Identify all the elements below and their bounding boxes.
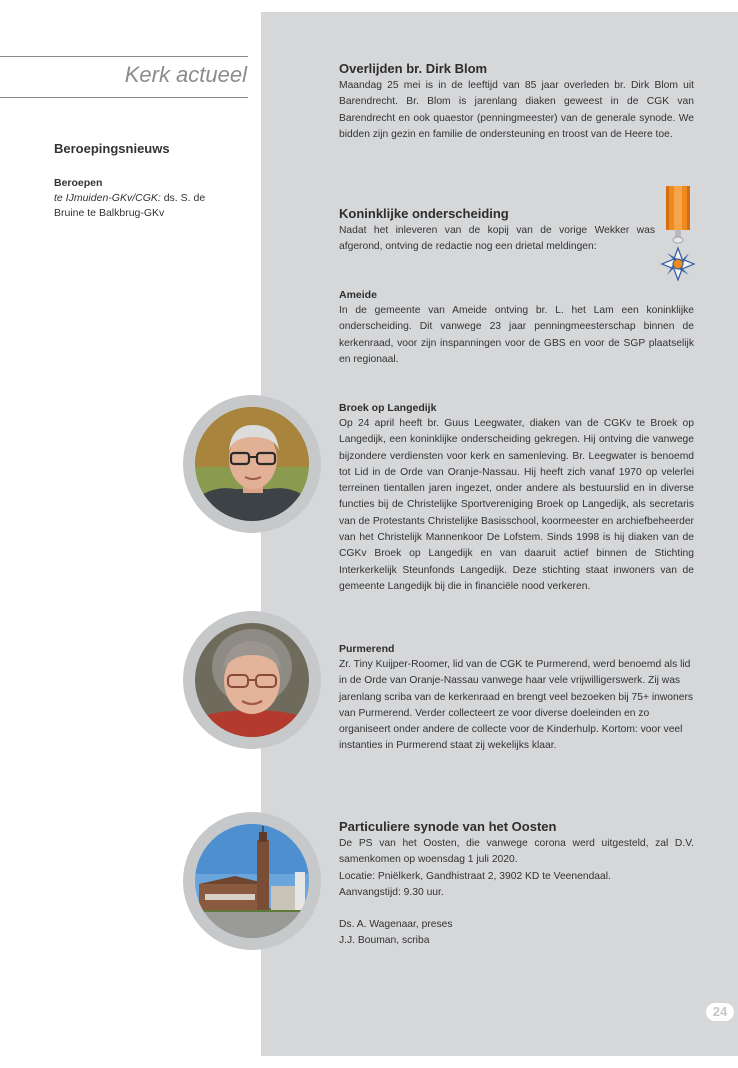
page-number: 24 [706, 1003, 734, 1021]
portrait-man-image [195, 407, 309, 521]
photo-pnielkerk [183, 812, 321, 950]
article-broek-op-langedijk [339, 402, 694, 595]
article-body: Op 24 april heeft br. Guus Leegwater, diaken van de CGKv te Broek op Langedijk, een koninklijke onderscheiding gekregen. Hij ontving die vanwege bijzondere verdiensten voor kerk en samenleving. Br. Leegwater is benoemd tot Lid in de Orde van Oranje-Nassau. Hij heeft zich vanaf 1970 op velerlei terreinen tientallen jaren ingezet, onder andere als bestuurslid en in diverse functies bij de Christelijke Sportvereniging Broek op Langedijk, als secretaris van de Protestants Christelijke Basisschool, koormeester en archiefbeheerder van het Christelijk Mannenkoor De Lofstem. Sinds 1998 is hij diaken van de CGKv Broek op Langedijk en van daaruit actief binnen de Stichting Interkerkelijk Steunfonds Langedijk. Deze stichting staat inwoners van de gemeente Langedijk bij die in financiële nood verkeren. [339, 418, 694, 592]
article-title: Broek op Langedijk [339, 402, 437, 414]
article-purmerend [339, 643, 694, 755]
beroepingsnieuws-heading: Beroepingsnieuws [54, 141, 170, 156]
article-title: Purmerend [339, 643, 395, 655]
article-body: Nadat het inleveren van de kopij van de vorige Wekker was afgerond, ontving de redactie nog een drietal meldingen: [339, 225, 655, 253]
article-body: Maandag 25 mei is in de leeftijd van 85 jaar overleden br. Dirk Blom uit Barendrecht. Br. Blom is jarenlang diaken geweest in de CGK van Barendrecht en ook quaestor (penningmeester) van de generale synode. We bidden zijn gezin en familie de ondersteuning en troost van de Heere toe. [339, 80, 694, 140]
article-title: Koninklijke onderscheiding [339, 206, 509, 221]
header-rule-top [0, 56, 248, 57]
article-ameide [339, 289, 694, 368]
article-koninklijke-onderscheiding [339, 206, 655, 256]
header-rule-bottom [0, 97, 248, 98]
call-text: ds. S. de Bruine te Balkbrug-GKv [54, 192, 206, 219]
article-particuliere-synode [339, 819, 694, 950]
signature-scriba: J.J. Bouman, scriba [339, 935, 430, 947]
church-image [195, 824, 309, 938]
beroepen-text [54, 191, 234, 221]
article-title: Particuliere synode van het Oosten [339, 819, 557, 834]
article-body: In de gemeente van Ameide ontving br. L. het Lam een koninklijke onderscheiding. Dit vanwege 23 jaar penningmeesterschap binnen de kerkenraad, voor zijn inspanningen voor de GBS en voor de SGP plaatselijk en regionaal. [339, 305, 694, 365]
signature-preses: Ds. A. Wagenaar, preses [339, 919, 453, 931]
article-overlijden [339, 61, 694, 143]
section-title: Kerk actueel [124, 62, 247, 87]
synode-line-1: De PS van het Oosten, die vanwege corona werd uitgesteld, zal D.V. samenkomen op woensdag 1 juli 2020. [339, 838, 694, 866]
article-title: Overlijden br. Dirk Blom [339, 61, 488, 76]
portrait-woman-image [195, 623, 309, 737]
photo-tiny-kuijper-roomer [183, 611, 321, 749]
article-body: Zr. Tiny Kuijper-Roomer, lid van de CGK te Purmerend, werd benoemd als lid in de Orde van Oranje-Nassau vanwege haar vele vrijwilligerswerk. Zij was jarenlang scriba van de kerkenraad en brengt veel bezoeken bij 75+ inwoners van Purmerend. Verder collecteert ze voor diverse doeleinden en zo organiseert onder andere de collecte voor de Kinderhulp. Kortom: voor veel instanties in Purmerend staat zij wekelijks klaar. [339, 659, 694, 752]
photo-guus-leegwater [183, 395, 321, 533]
beroepen-subheading: Beroepen [54, 177, 103, 189]
medal-icon [660, 186, 696, 282]
synode-line-3: Aanvangstijd: 9.30 uur. [339, 886, 444, 898]
synode-line-2: Locatie: Pniëlkerk, Gandhistraat 2, 3902 KD te Veenendaal. [339, 870, 611, 882]
article-title: Ameide [339, 289, 377, 301]
call-place: te IJmuiden-GKv/CGK: [54, 192, 161, 204]
